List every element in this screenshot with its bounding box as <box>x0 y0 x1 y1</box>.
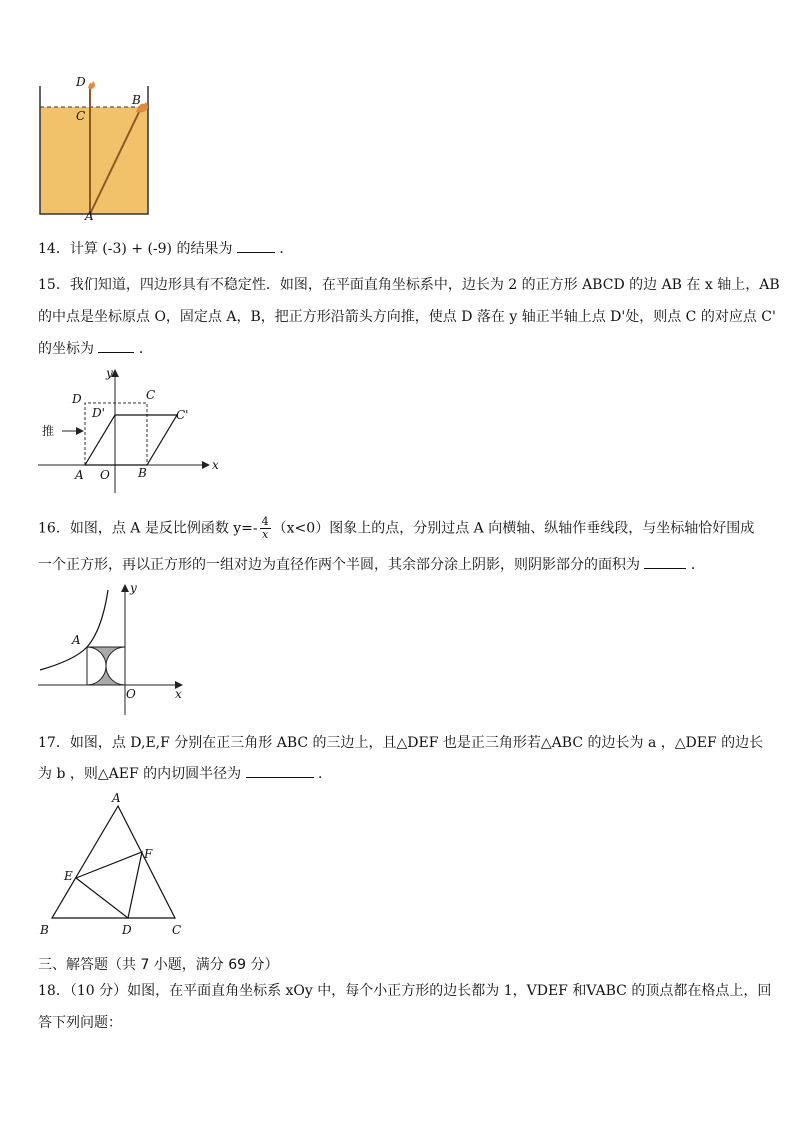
label-a: A <box>85 209 94 222</box>
label-b: B <box>132 93 141 107</box>
label-push: 推 <box>42 424 55 438</box>
question-17-line-1: 17．如图，点 D,E,F 分别在正三角形 ABC 的三边上，且△DEF 也是正三角形若△ABC 的边长为 a ，△DEF 的边长 <box>38 735 764 751</box>
label-b: B <box>40 923 49 937</box>
label-c: C <box>146 388 156 402</box>
answer-blank-16 <box>644 556 686 569</box>
label-x: x <box>212 458 219 472</box>
label-d: D <box>122 923 132 937</box>
label-d: D <box>72 392 82 406</box>
figure-q17-triangles <box>30 790 200 940</box>
question-15-line-1: 15．我们知道，四边形具有不稳定性．如图，在平面直角坐标系中，边长为 2 的正方形 ABCD 的边 AB 在 x 轴上，AB <box>38 277 780 293</box>
label-y: y <box>130 581 137 595</box>
section-title: 三、解答题（共 7 小题，满分 69 分） <box>38 957 279 973</box>
figure-q16-hyperbola-square <box>30 580 200 720</box>
answer-blank-17 <box>246 765 314 778</box>
label-e: E <box>64 869 73 883</box>
x-axis-arrow-icon <box>202 461 210 469</box>
label-a: A <box>75 468 84 482</box>
question-16-line-1: 16．如图，点 A 是反比例函数 y=- $\frac{4}{x}$ （x<0）图象上的点，分别过点 A 向横轴、纵轴作垂线段，与坐标轴恰好围成 <box>38 515 755 541</box>
answer-blank-14 <box>237 240 275 253</box>
question-16-line-2: 一个正方形，再以正方形的一组对边为直径作两个半圆，其余部分涂上阴影，则阴影部分的面积为 ． <box>38 557 705 573</box>
parallelogram-abc-d <box>85 415 177 465</box>
label-c: C <box>172 923 182 937</box>
label-c: C <box>76 109 86 123</box>
label-d: D <box>76 75 86 89</box>
label-a: A <box>112 791 121 805</box>
triangle-def <box>76 852 142 918</box>
liquid-fill <box>40 107 148 214</box>
flame-d-icon <box>88 81 95 89</box>
question-14: 14．计算 (-3) + (-9) 的结果为 ． <box>38 241 294 257</box>
question-15-line-2: 的中点是坐标原点 O，固定点 A，B，把正方形沿箭头方向推，使点 D 落在 y 轴正半轴上点 D'处，则点 C 的对应点 C' <box>38 309 776 325</box>
label-x: x <box>175 687 182 701</box>
label-c-prime: C' <box>176 408 189 422</box>
push-arrow-icon <box>76 427 84 435</box>
y-axis-arrow-icon <box>121 584 129 592</box>
question-15-line-3: 的坐标为 ． <box>38 341 153 357</box>
triangle-abc <box>52 806 175 918</box>
label-o: O <box>126 687 136 701</box>
label-a: A <box>72 633 81 647</box>
label-d-prime: D' <box>92 406 105 420</box>
label-y: y <box>106 366 113 380</box>
label-f: F <box>144 847 153 861</box>
label-b: B <box>138 466 147 480</box>
fraction-4-over-x: $\frac{4}{x}$ <box>261 515 269 541</box>
figure-q15-parallelogram <box>30 365 220 495</box>
question-18-line-2: 答下列问题： <box>38 1015 122 1031</box>
label-o: O <box>100 468 110 482</box>
answer-blank-15 <box>98 340 134 353</box>
question-17-line-2: 为 b ，则△AEF 的内切圆半径为 ． <box>38 766 333 782</box>
figure-container-sticks <box>30 72 160 222</box>
question-18-line-1: 18．（10 分）如图，在平面直角坐标系 xOy 中，每个小正方形的边长都为 1，VDEF 和VABC 的顶点都在格点上，回 <box>38 983 772 999</box>
